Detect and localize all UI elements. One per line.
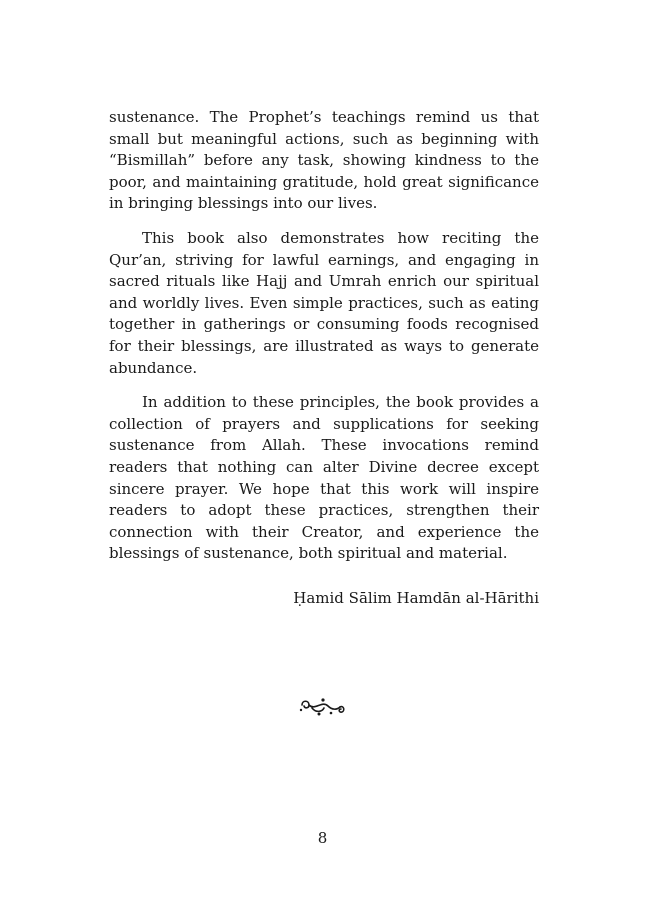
paragraph-2: This book also demonstrates how reciting the Qur’an, striving for lawful earnings, and engaging in sacred rituals like Hajj and Umrah enrich our spiritual and worldly lives. Even simple practices, such as eating together in gatherings or consuming foods recognised for their blessings, are illustrated as ways to generate abundance. bbox=[109, 228, 539, 377]
paragraph-1: sustenance. The Prophet’s teachings remind us that small but meaningful actions, such as beginning with “Bismillah” before any task, showing kindness to the poor, and maintaining gratitude, hold great significance in bringing blessings into our lives. bbox=[109, 108, 539, 213]
page-number: 8 bbox=[317, 829, 328, 847]
page-body bbox=[109, 107, 539, 578]
paragraph-3: In addition to these principles, the book provides a collection of prayers and supplications for seeking sustenance from Allah. These invocations remind readers that nothing can alter Divine decree except sincere prayer. We hope that this work will inspire readers to adopt these practices, strengthen their connection with their Creator, and experience the blessings of sustenance, both spiritual and material. bbox=[109, 393, 539, 563]
flourish-ornament-icon bbox=[298, 696, 348, 718]
author-signature: Ḥamid Sālim Hamdān al-Hārithi bbox=[293, 589, 539, 607]
